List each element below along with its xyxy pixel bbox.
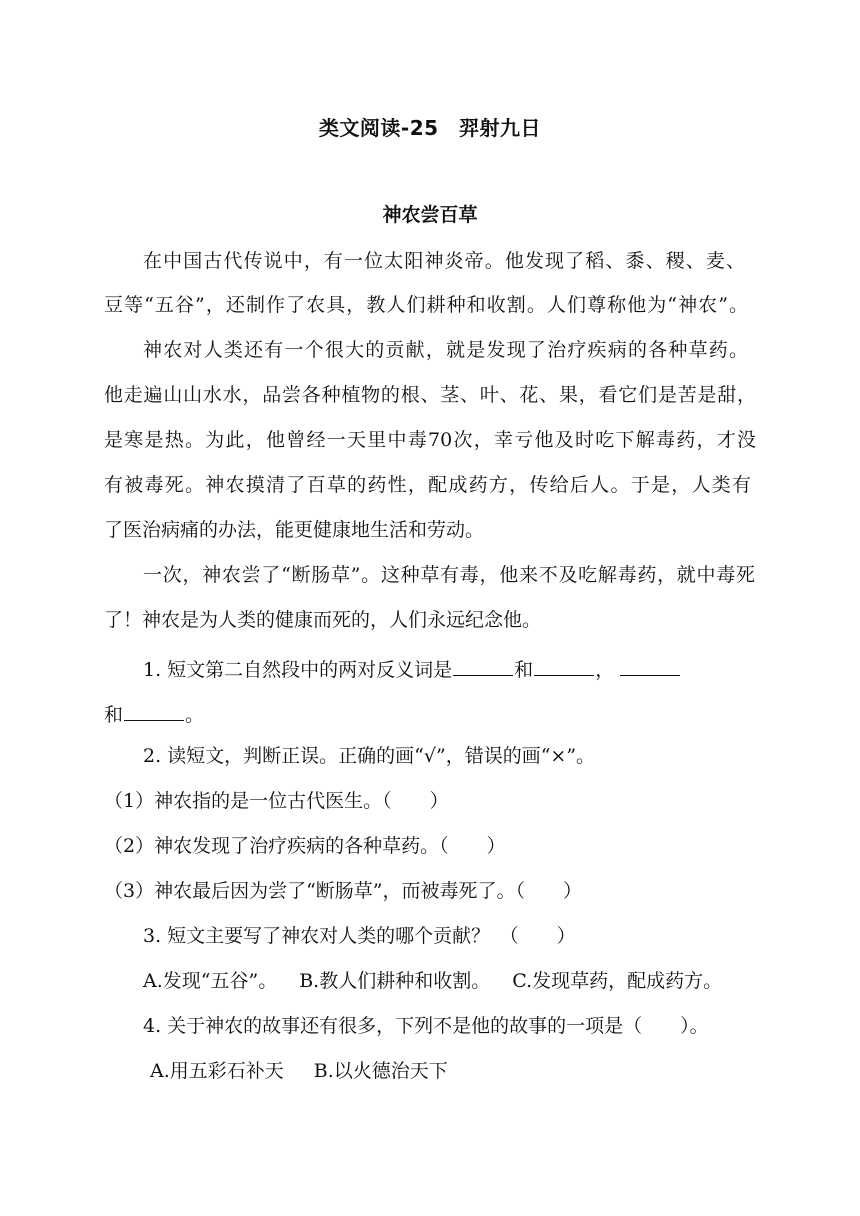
passage-line: 了！神农是为人类的健康而死的，人们永远纪念他。 xyxy=(104,609,542,631)
question-1 xyxy=(143,657,681,680)
period-text: 。 xyxy=(185,704,205,726)
passage-line: 神农对人类还有一个很大的贡献，就是发现了治疗疾病的各种草药。 xyxy=(143,339,748,361)
option-a[interactable]: A.用五彩石补天 xyxy=(150,1060,284,1082)
option-b[interactable]: B.以火德治天下 xyxy=(313,1060,448,1082)
answer-blank-1[interactable] xyxy=(453,657,513,676)
option-a[interactable]: A.发现“五谷”。 xyxy=(143,970,278,992)
answer-blank-3[interactable] xyxy=(620,657,680,676)
passage-line: 豆等“五谷”，还制作了农具，教人们耕种和收割。人们尊称他为“神农”。 xyxy=(104,294,748,316)
question-1-continued xyxy=(104,702,204,725)
passage-line: 在中国古代传说中，有一位太阳神炎帝。他发现了稻、黍、稷、麦、 xyxy=(143,250,745,272)
passage-line: 有被毒死。神农摸清了百草的药性，配成药方，传给后人。于是，人类有 xyxy=(104,474,751,496)
comma-text: ， xyxy=(595,659,615,681)
question-1-text: 1. 短文第二自然段中的两对反义词是 xyxy=(143,659,453,681)
passage-line: 一次，神农尝了“断肠草”。这种草有毒，他来不及吃解毒药，就中毒死 xyxy=(143,564,755,586)
answer-blank-2[interactable] xyxy=(534,657,594,676)
passage-line: 他走遍山山水水，品尝各种植物的根、茎、叶、花、果，看它们是苦是甜， xyxy=(104,384,756,406)
question-3-stem[interactable]: 3. 短文主要写了神农对人类的哪个贡献？ （ ） xyxy=(143,925,576,947)
question-2-item-2[interactable]: （2）神农发现了治疗疾病的各种草药。（ ） xyxy=(104,835,506,857)
conjunction-text: 和 xyxy=(514,659,534,681)
question-2-item-1[interactable]: （1）神农指的是一位古代医生。（ ） xyxy=(104,790,449,812)
option-b[interactable]: B.教人们耕种和收割。 xyxy=(299,970,491,992)
question-3-options xyxy=(143,972,722,991)
question-4-stem[interactable]: 4. 关于神农的故事还有很多，下列不是他的故事的一项是（ ）。 xyxy=(143,1015,709,1037)
answer-blank-4[interactable] xyxy=(124,702,184,721)
passage-line: 是寒是热。为此，他曾经一天里中毒70次，幸亏他及时吃下解毒药，才没 xyxy=(104,429,756,451)
page-title: 类文阅读-25 羿射九日 xyxy=(318,116,542,140)
question-4-options xyxy=(150,1062,448,1081)
passage-heading: 神农尝百草 xyxy=(382,204,478,226)
passage-line: 了医治病痛的办法，能更健康地生活和劳动。 xyxy=(104,519,485,541)
conjunction-text: 和 xyxy=(104,704,124,726)
option-c[interactable]: C.发现草药，配成药方。 xyxy=(512,970,723,992)
question-2-item-3[interactable]: （3）神农最后因为尝了“断肠草”，而被毒死了。（ ） xyxy=(104,880,583,902)
question-2-stem: 2. 读短文，判断正误。正确的画“√”，错误的画“×”。 xyxy=(143,745,596,767)
